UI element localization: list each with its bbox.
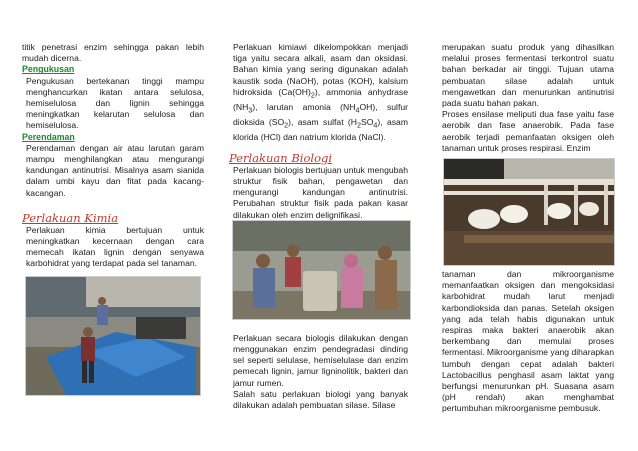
photo-goats-feeding [443,158,615,266]
column-middle [229,0,408,411]
fermentation-paragraph: tanaman dan mikroorganisme memanfaatkan oksigen dan mengoksidasi karbohidrat mudah larut menjadi karbondioksida dan panas. Setelah oksigen yang ada telah habis digunakan untuk respiras maka bakteri anaerobik akan berkembang dan memulai proses fermentasi. Mikroorganisme yang diharapkan tumbuh dengan cepat adalah bakteri Lactobacillus penghasil asam laktat yang berfungsi menurunkan pH. Suasana asam (pH rendah) akan menghambat pertumbuhan mikroorganisme pembusuk. [442,269,614,414]
kimia-groups-paragraph: Perlakuan kimiawi dikelompokkan menjadi tiga yaitu secara alkali, asam dan oksidasi. Bahan kimia yang sering digunakan adalah kaustik soda (NaOH), potas (KOH), kalsium hidroksida $(Ca(OH)_2)$, ammonia anhydrase $(NH_3)$, larutan amonia $(NH_4OH)$, sulfur dioksida $(SO_2)$, asam sulfat $(H_2SO_4)$, asam klorida (HCl) dan natrium klorida (NaCl). [233,42,408,142]
photo-chemical-treatment-image [26,277,200,395]
photo-chemical-treatment [25,276,201,396]
silase-intro-paragraph: Salah satu perlakuan biologi yang banyak dilakukan adalah pembuatan silase. Silase [233,388,408,411]
ensilase-phases-paragraph: Proses ensilase meliputi dua fase yaitu fase aerobik dan fase anaerobik. Pada fase aerobik terjadi pemanfaatan oksigen oleh tanaman untuk proses respirasi. Enzim [442,109,614,153]
column-left [22,0,204,270]
silase-definition-paragraph: merupakan suatu produk yang dihasilkan melalui proses fermentasi terkontrol suatu bahan berkadar air tinggi. Tujuan utama pembuatan silase adalah untuk mengawetkan dan menurunkan antinutrisi pada suatu bahan pakan. [442,42,614,109]
intro-paragraph: titik penetrasi enzim sehingga pakan lebih mudah dicerna. [22,42,204,64]
perlakuan-kimia-paragraph: Perlakuan kimia bertujuan untuk meningkatkan kecernaan dengan cara memecah ikatan lignin dengan senyawa karbohidrat yang terdapat pada sel tanaman. [26,224,204,269]
perlakuan-biologi-paragraph: Perlakuan biologis bertujuan untuk mengubah struktur fisik bahan, pengawetan dan mengurangi kandungan antinutrisi. Perubahan struktur fisik pada pakan kasar dilakukan oleh enzim delignifikasi. [233,164,408,220]
photo-biological-treatment [232,220,411,320]
photo-goats-feeding-image [444,159,614,265]
biologi-enzyme-paragraph: Perlakuan secara biologis dilakukan dengan menggunakan enzim pendegradasi dinding sel seperti selulase, hemiselulase dan enzim pemecah lignin, jamur ligninolitik, bakteri dan jamur rumen. [233,332,408,388]
pengukusan-heading: Pengukusan [22,64,75,75]
photo-biological-treatment-image [233,221,410,319]
perlakuan-kimia-heading: Perlakuan Kimia [22,210,119,225]
perlakuan-biologi-heading: Perlakuan Biologi [229,150,333,165]
perendaman-paragraph: Perendaman dengan air atau larutan garam mampu menghilangkan atau mengurangi kandungan antinutrisi. Misalnya asam sianida dalam umbi kayu dan fitat pada kacang-kacangan. [26,142,204,198]
pengukusan-paragraph: Pengukusan bertekanan tinggi mampu menghancurkan ikatan antara selulosa, hemiselulosa dan lignin sehingga meningkatkan kelarutan selulosa dan hemiselulosa. [26,75,204,131]
perendaman-heading: Perendaman [22,131,75,142]
